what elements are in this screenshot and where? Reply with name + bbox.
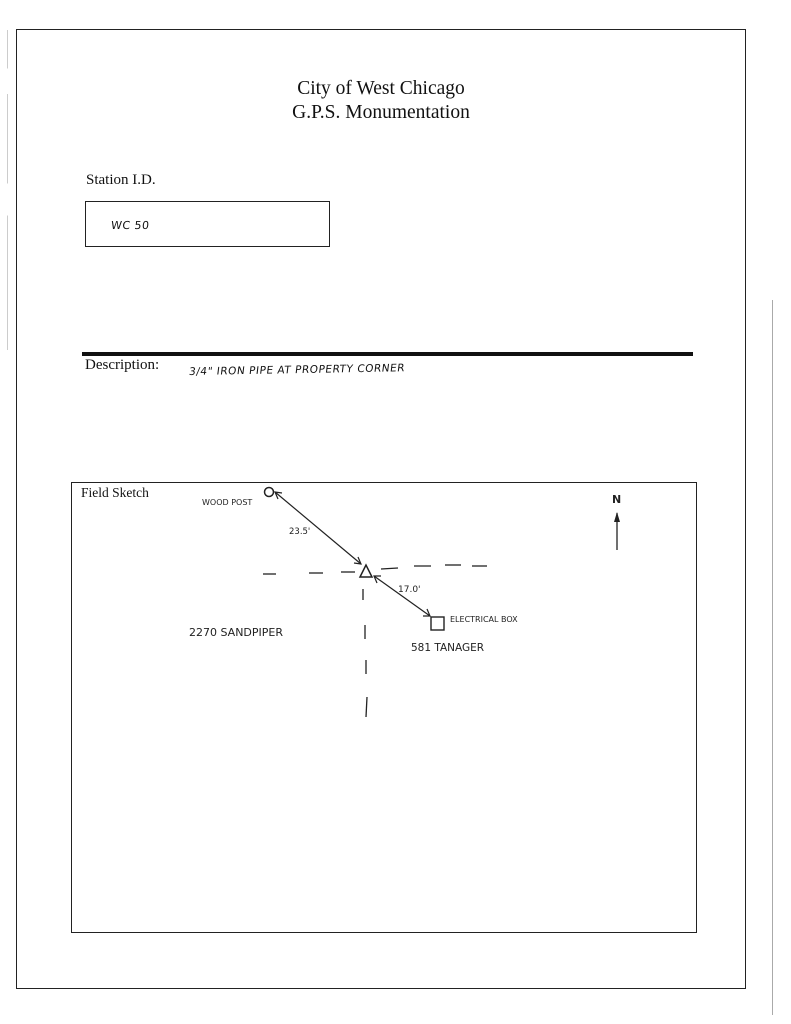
title-line-city: City of West Chicago	[297, 78, 465, 99]
field-sketch-label: Field Sketch	[81, 485, 149, 500]
monument-arrowhead-lower	[374, 576, 381, 583]
electrical-box-label: ELECTRICAL BOX	[450, 615, 518, 624]
post-distance-line	[275, 492, 361, 564]
north-label: N	[612, 493, 622, 506]
description-value: 3/4" IRON PIPE AT PROPERTY CORNER	[188, 362, 406, 378]
wood-post-label: WOOD POST	[202, 498, 253, 507]
title-line-subtitle: G.P.S. Monumentation	[292, 102, 470, 123]
monument-triangle-icon	[360, 565, 372, 577]
property-line-vertical	[363, 589, 367, 717]
post-distance-label: 23.5'	[289, 527, 311, 537]
box-distance-label: 17.0'	[398, 585, 421, 595]
west-address-label: 2270 SANDPIPER	[189, 626, 284, 639]
east-address-label: 581 TANAGER	[411, 642, 485, 654]
box-arrowhead	[423, 609, 430, 616]
station-id-value: WC 50	[110, 219, 151, 232]
station-id-label: Station I.D.	[86, 172, 156, 188]
electrical-box-marker	[431, 617, 444, 630]
description-label: Description:	[85, 357, 160, 373]
box-distance-line	[374, 576, 430, 616]
wood-post-marker	[265, 488, 274, 497]
property-line-horizontal	[263, 565, 487, 574]
north-arrow-icon	[614, 512, 620, 550]
